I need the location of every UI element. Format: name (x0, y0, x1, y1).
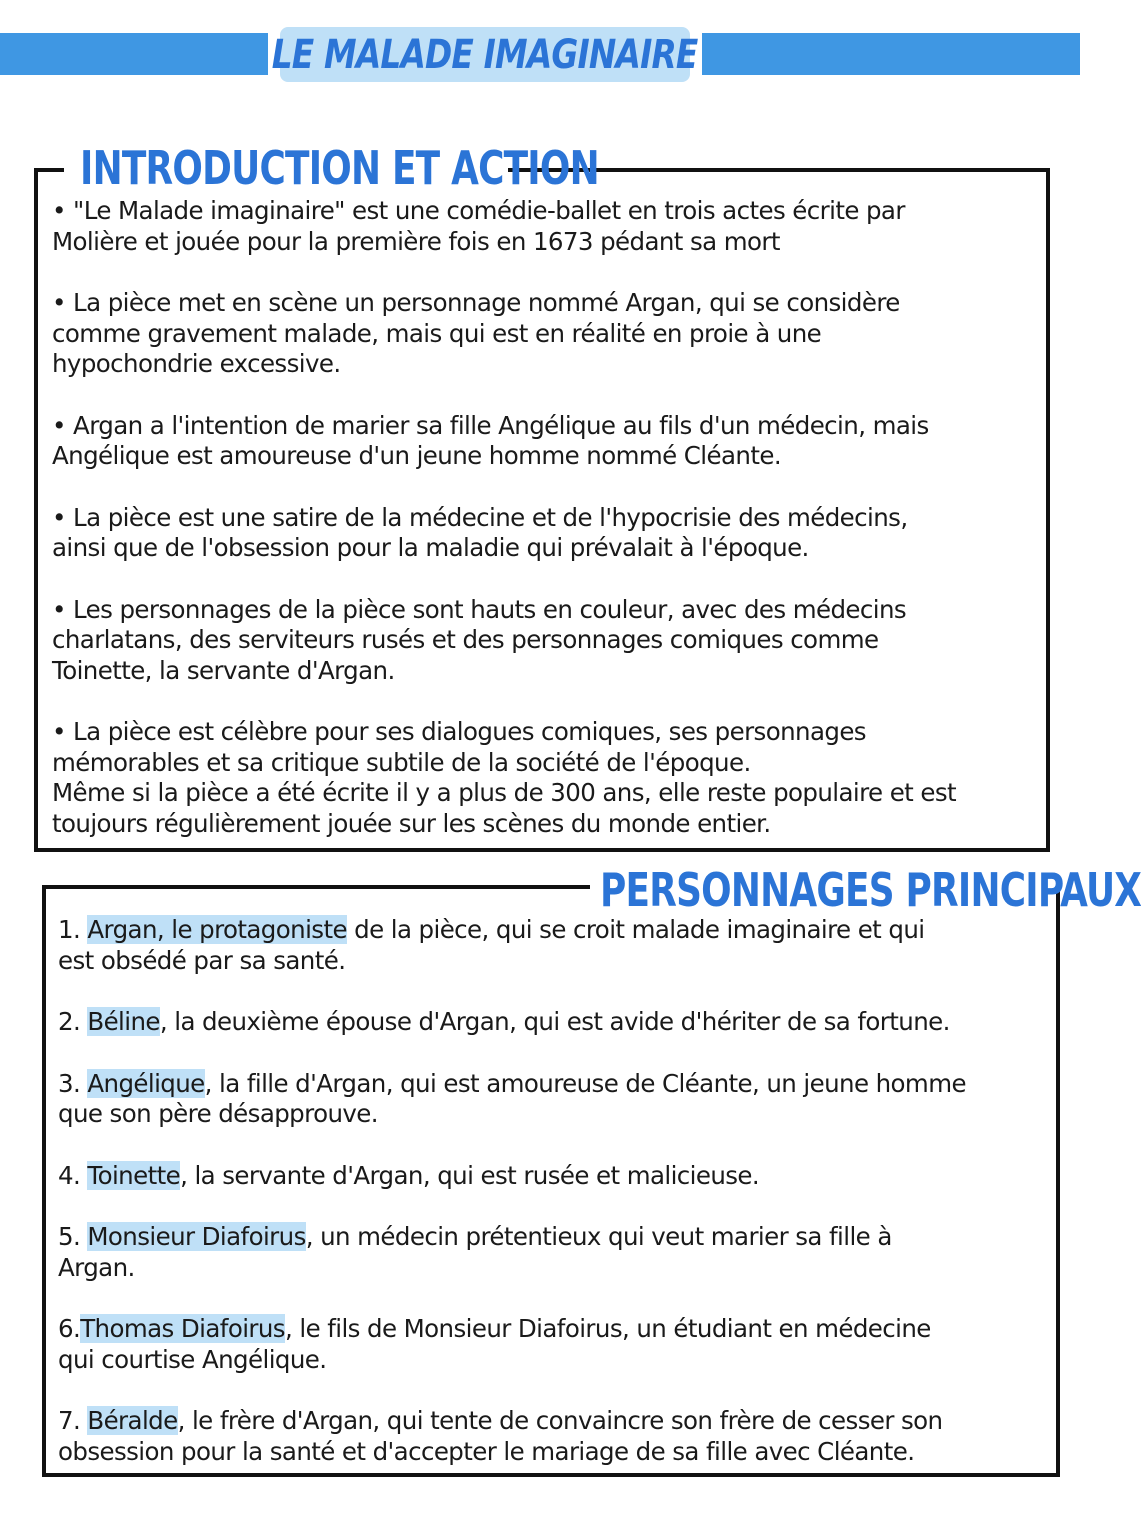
characters-heading: PERSONNAGES PRINCIPAUX (600, 863, 1141, 917)
character-item (58, 1007, 1058, 1038)
character-name: Thomas Diafoirus (80, 1314, 285, 1343)
character-name: Toinette (87, 1160, 181, 1190)
character-desc: , la servante d'Argan, qui est rusée et malicieuse. (180, 1160, 760, 1190)
character-desc: , le fils de Monsieur Diafoirus, un étudiant en médecine (284, 1314, 931, 1343)
intro-content (52, 196, 1042, 839)
paragraph-line: • La pièce est célèbre pour ses dialogues comiques, ses personnages (52, 717, 866, 746)
character-number: 3. (58, 1068, 88, 1098)
paragraph-line: hypochondrie excessive. (52, 349, 341, 378)
character-number: 5. (58, 1222, 88, 1251)
intro-paragraph (52, 196, 1042, 257)
paragraph-line: toujours régulièrement jouée sur les scènes du monde entier. (52, 808, 771, 838)
title-bar-left (0, 33, 268, 75)
intro-paragraph (52, 717, 1042, 839)
intro-paragraph (52, 288, 1042, 380)
paragraph-line: Même si la pièce a été écrite il y a plus de 300 ans, elle reste populaire et est (52, 778, 957, 807)
character-desc: Argan. (58, 1252, 135, 1282)
paragraph-line: Molière et jouée pour la première fois en 1673 pédant sa mort (52, 226, 780, 256)
character-desc: , la deuxième épouse d'Argan, qui est avide d'hériter de sa fortune. (159, 1007, 950, 1036)
paragraph-line: • "Le Malade imaginaire" est une comédie-ballet en trois actes écrite par (52, 196, 905, 225)
character-desc: qui courtise Angélique. (58, 1344, 327, 1374)
paragraph-line: • Argan a l'intention de marier sa fille Angélique au fils d'un médecin, mais (52, 410, 929, 440)
character-item (58, 1161, 1058, 1192)
character-desc: que son père désapprouve. (58, 1099, 378, 1128)
characters-frame-top (42, 885, 590, 889)
title-box (272, 27, 698, 82)
character-number: 6. (58, 1314, 81, 1343)
character-name: Argan, le protagoniste (87, 915, 347, 944)
paragraph-line: mémorables et sa critique subtile de la société de l'époque. (52, 747, 751, 777)
character-number: 4. (58, 1160, 88, 1190)
character-number: 1. (58, 915, 88, 944)
intro-frame-top-left (34, 168, 64, 172)
character-desc: , le frère d'Argan, qui tente de convaincre son frère de cesser son (177, 1406, 943, 1435)
character-name: Béline (87, 1007, 160, 1036)
character-name: Angélique (87, 1068, 205, 1098)
intro-heading: INTRODUCTION ET ACTION (80, 141, 599, 195)
paragraph-line: • La pièce met en scène un personnage nommé Argan, qui se considère (52, 288, 900, 317)
paragraph-line: Toinette, la servante d'Argan. (52, 655, 395, 685)
character-item (58, 1314, 1058, 1375)
character-item (58, 915, 1058, 976)
characters-list (58, 915, 1058, 1498)
title-bar-right (702, 33, 1080, 75)
character-name: Monsieur Diafoirus (87, 1222, 306, 1251)
character-number: 7. (58, 1406, 88, 1435)
paragraph-line: comme gravement malade, mais qui est en réalité en proie à une (52, 318, 822, 348)
character-desc: est obsédé par sa santé. (58, 945, 346, 975)
intro-paragraph (52, 595, 1042, 687)
character-item (58, 1069, 1058, 1130)
paragraph-line: • La pièce est une satire de la médecine et de l'hypocrisie des médecins, (52, 502, 908, 532)
character-desc: de la pièce, qui se croit malade imaginaire et qui (346, 915, 925, 944)
character-item (58, 1222, 1058, 1283)
character-number: 2. (58, 1007, 88, 1036)
character-item (58, 1406, 1058, 1467)
paragraph-line: • Les personnages de la pièce sont hauts en couleur, avec des médecins (52, 594, 907, 624)
page-title: LE MALADE IMAGINAIRE (272, 31, 698, 78)
character-desc: , la fille d'Argan, qui est amoureuse de Cléante, un jeune homme (204, 1068, 966, 1098)
paragraph-line: ainsi que de l'obsession pour la maladie qui prévalait à l'époque. (52, 533, 809, 562)
paragraph-line: Angélique est amoureuse d'un jeune homme nommé Cléante. (52, 441, 782, 470)
character-desc: obsession pour la santé et d'accepter le mariage de sa fille avec Cléante. (58, 1436, 915, 1466)
character-desc: , un médecin prétentieux qui veut marier sa fille à (305, 1222, 892, 1251)
intro-paragraph (52, 503, 1042, 564)
intro-paragraph (52, 411, 1042, 472)
character-name: Béralde (87, 1406, 178, 1435)
paragraph-line: charlatans, des serviteurs rusés et des personnages comiques comme (52, 625, 879, 654)
